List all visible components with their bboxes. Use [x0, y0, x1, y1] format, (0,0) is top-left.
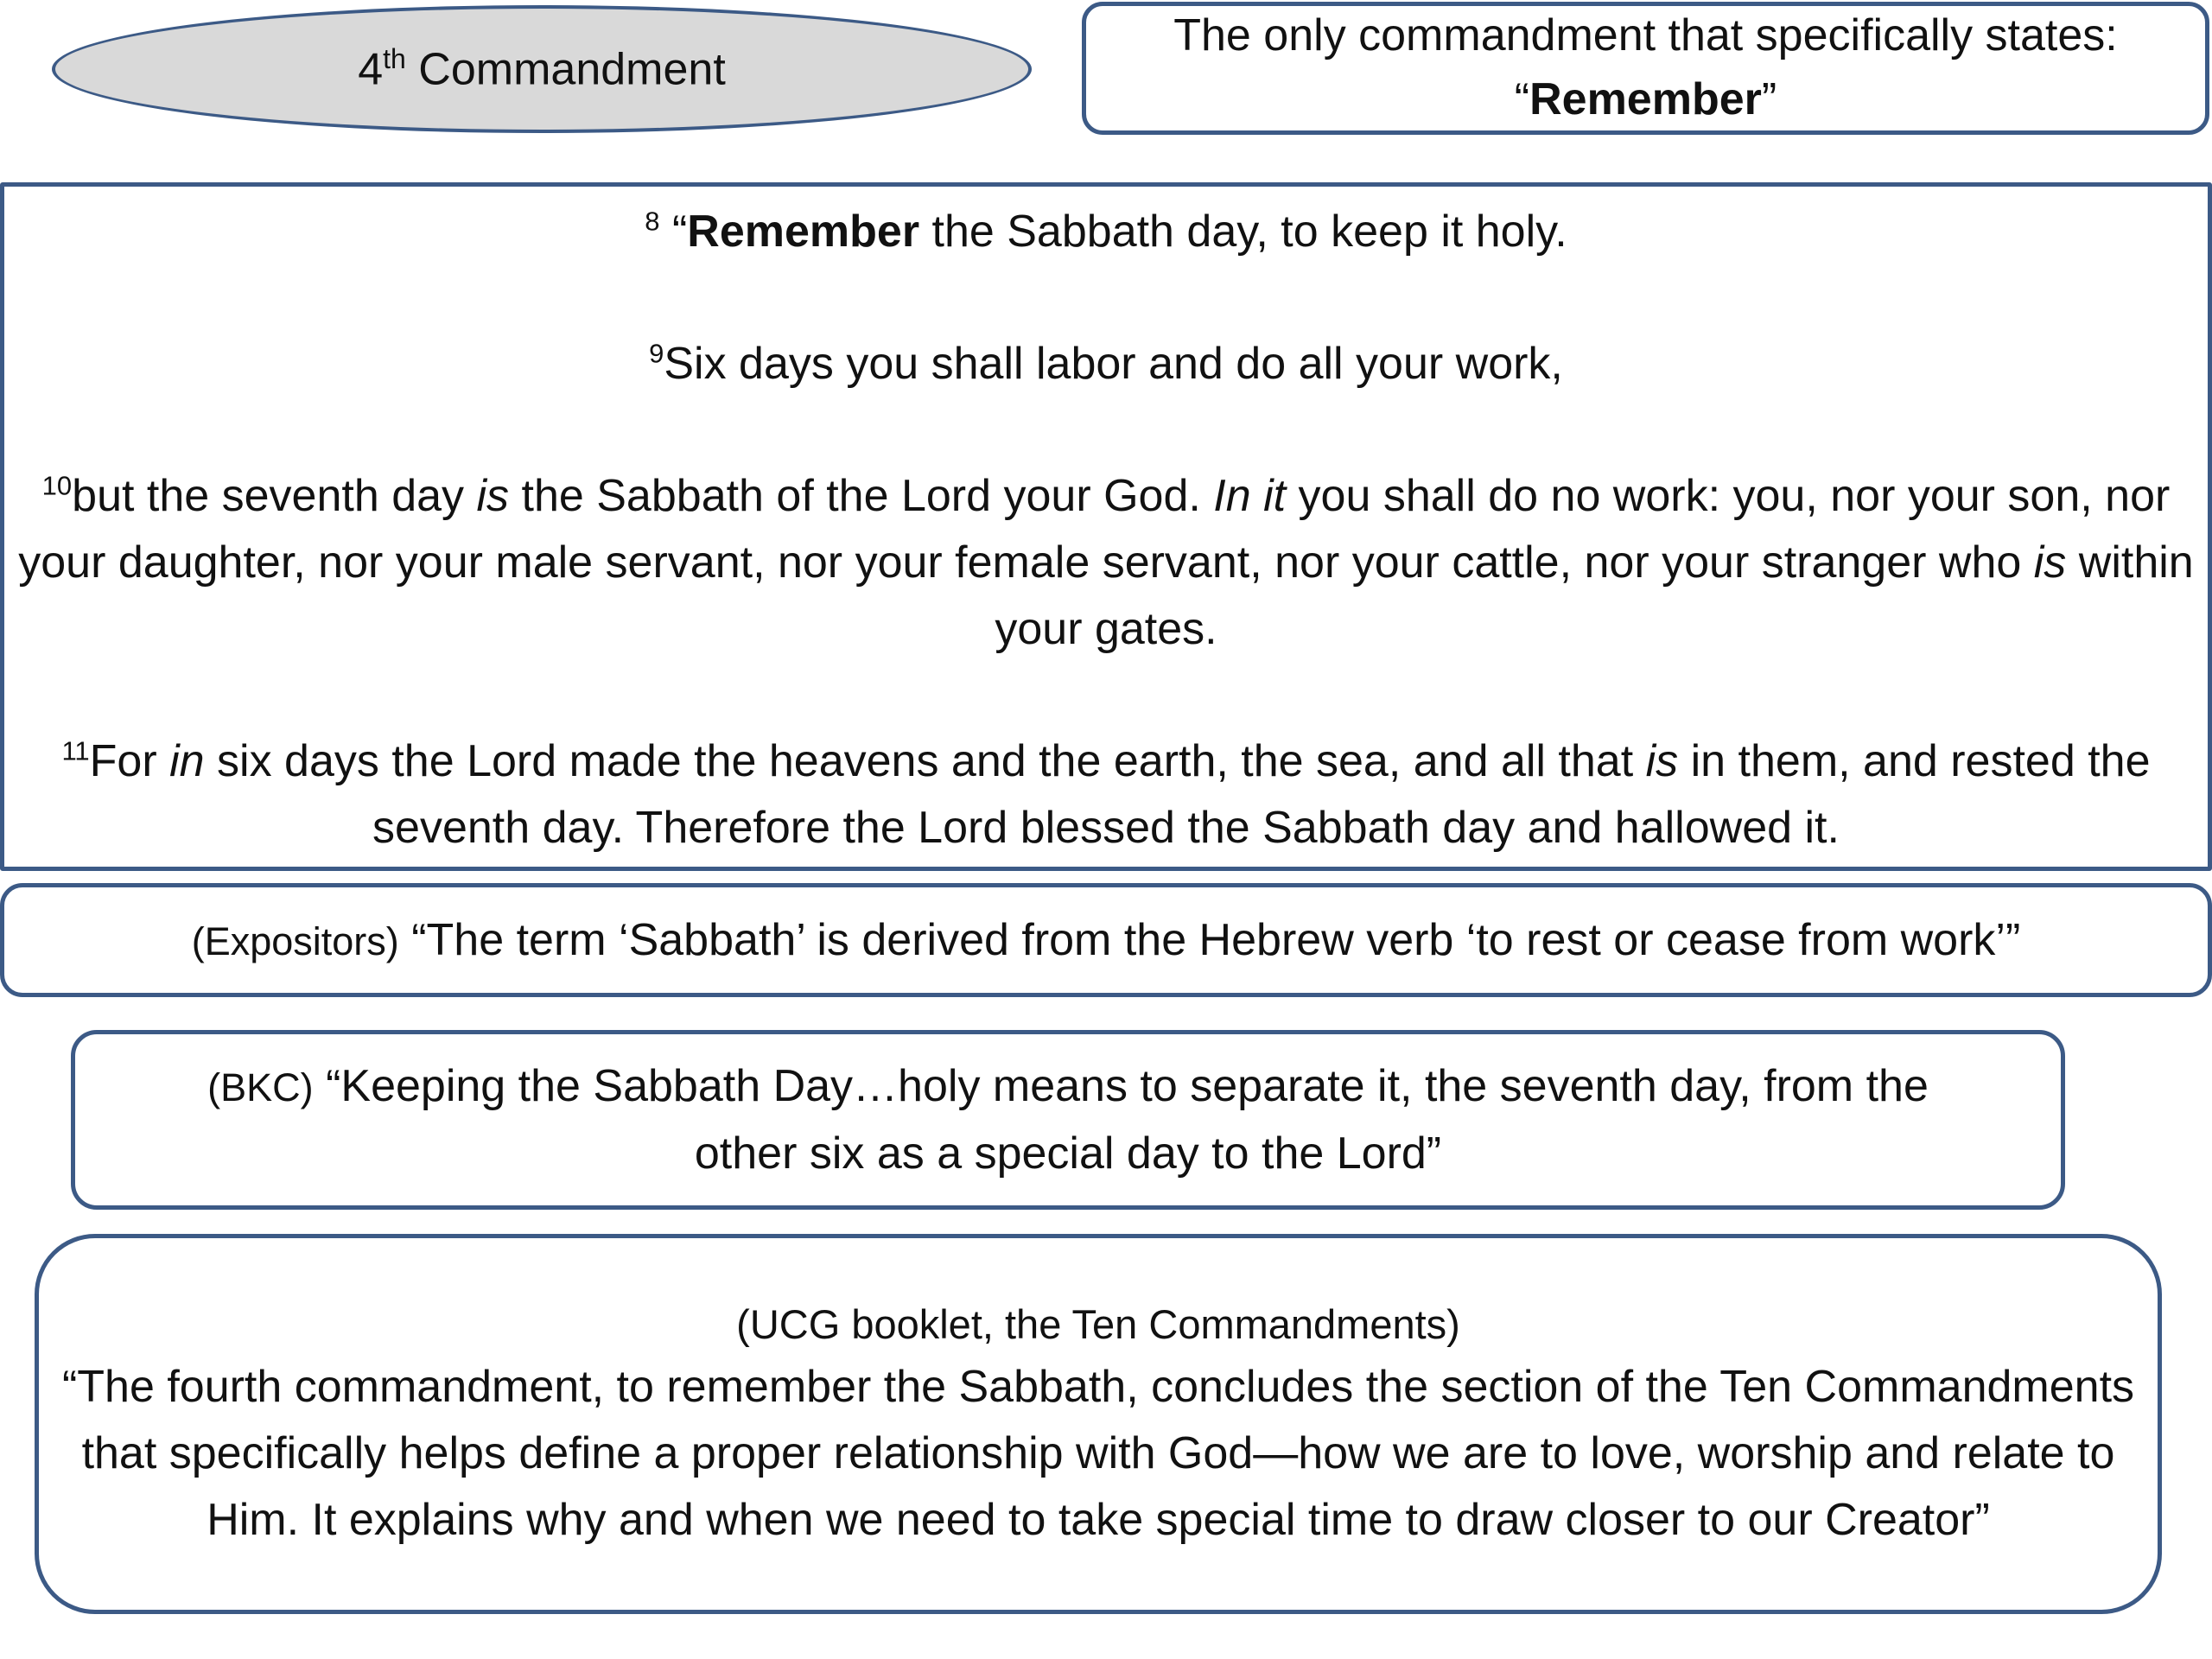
- source-label: (BKC): [207, 1065, 314, 1109]
- remember-note-box: [1082, 2, 2209, 135]
- verse-number: 10: [41, 470, 73, 501]
- remember-word: Remember: [1529, 74, 1762, 124]
- verse-number: 9: [649, 338, 664, 369]
- bkc-quote-line2: other six as a special day to the Lord”: [694, 1128, 1442, 1179]
- remember-word-line: “Remember”: [1514, 74, 1777, 124]
- ucg-quote: “The fourth commandment, to remember the Sabbath, concludes the section of the Ten Commandments that specifically helps define a proper relationship with God—how we are to love, worship and relate to Him. It explains why and when we need to take special time to draw closer to our Creator”: [61, 1361, 2135, 1545]
- verse-9: $^9$Six days you shall labor and do all your work,: [649, 338, 1563, 389]
- ucg-quote-box: [35, 1234, 2162, 1614]
- expositors-quote: (Expositors) “The term ‘Sabbath’ is derived from the Hebrew verb ‘to rest or cease from work’”: [191, 915, 2021, 965]
- commandment-title-oval: [52, 5, 1032, 133]
- expositors-quote-box: [0, 883, 2212, 997]
- remember-note-line: The only commandment that specifically states:: [1173, 10, 2118, 61]
- verse-number: 8: [645, 206, 660, 237]
- bkc-quote-line1: (BKC) “Keeping the Sabbath Day…holy means to separate it, the seventh day, from the: [207, 1060, 1929, 1111]
- source-label: (UCG booklet, the Ten Commandments): [736, 1300, 1460, 1347]
- verse-8: $^8$ “Remember the Sabbath day, to keep it holy.: [645, 206, 1567, 257]
- verse-10: $^{10}$but the seventh day is the Sabbath of the Lord your God. In it you shall do no work: you, nor your son, nor your daughter, nor your male servant, nor your female servant, nor your cattle, nor your stranger who is within your gates.: [18, 470, 2194, 654]
- verse-number: 11: [61, 735, 90, 766]
- commandment-title: 4th Commandment: [358, 42, 726, 95]
- bkc-quote-box: [71, 1030, 2065, 1210]
- scripture-passage-box: [0, 182, 2212, 871]
- verse-11: $^{11}$For in six days the Lord made the heavens and the earth, the sea, and all that is in them, and rested the seventh day. Therefore the Lord blessed the Sabbath day and hallowed it.: [61, 735, 2151, 853]
- source-label: (Expositors): [191, 919, 399, 963]
